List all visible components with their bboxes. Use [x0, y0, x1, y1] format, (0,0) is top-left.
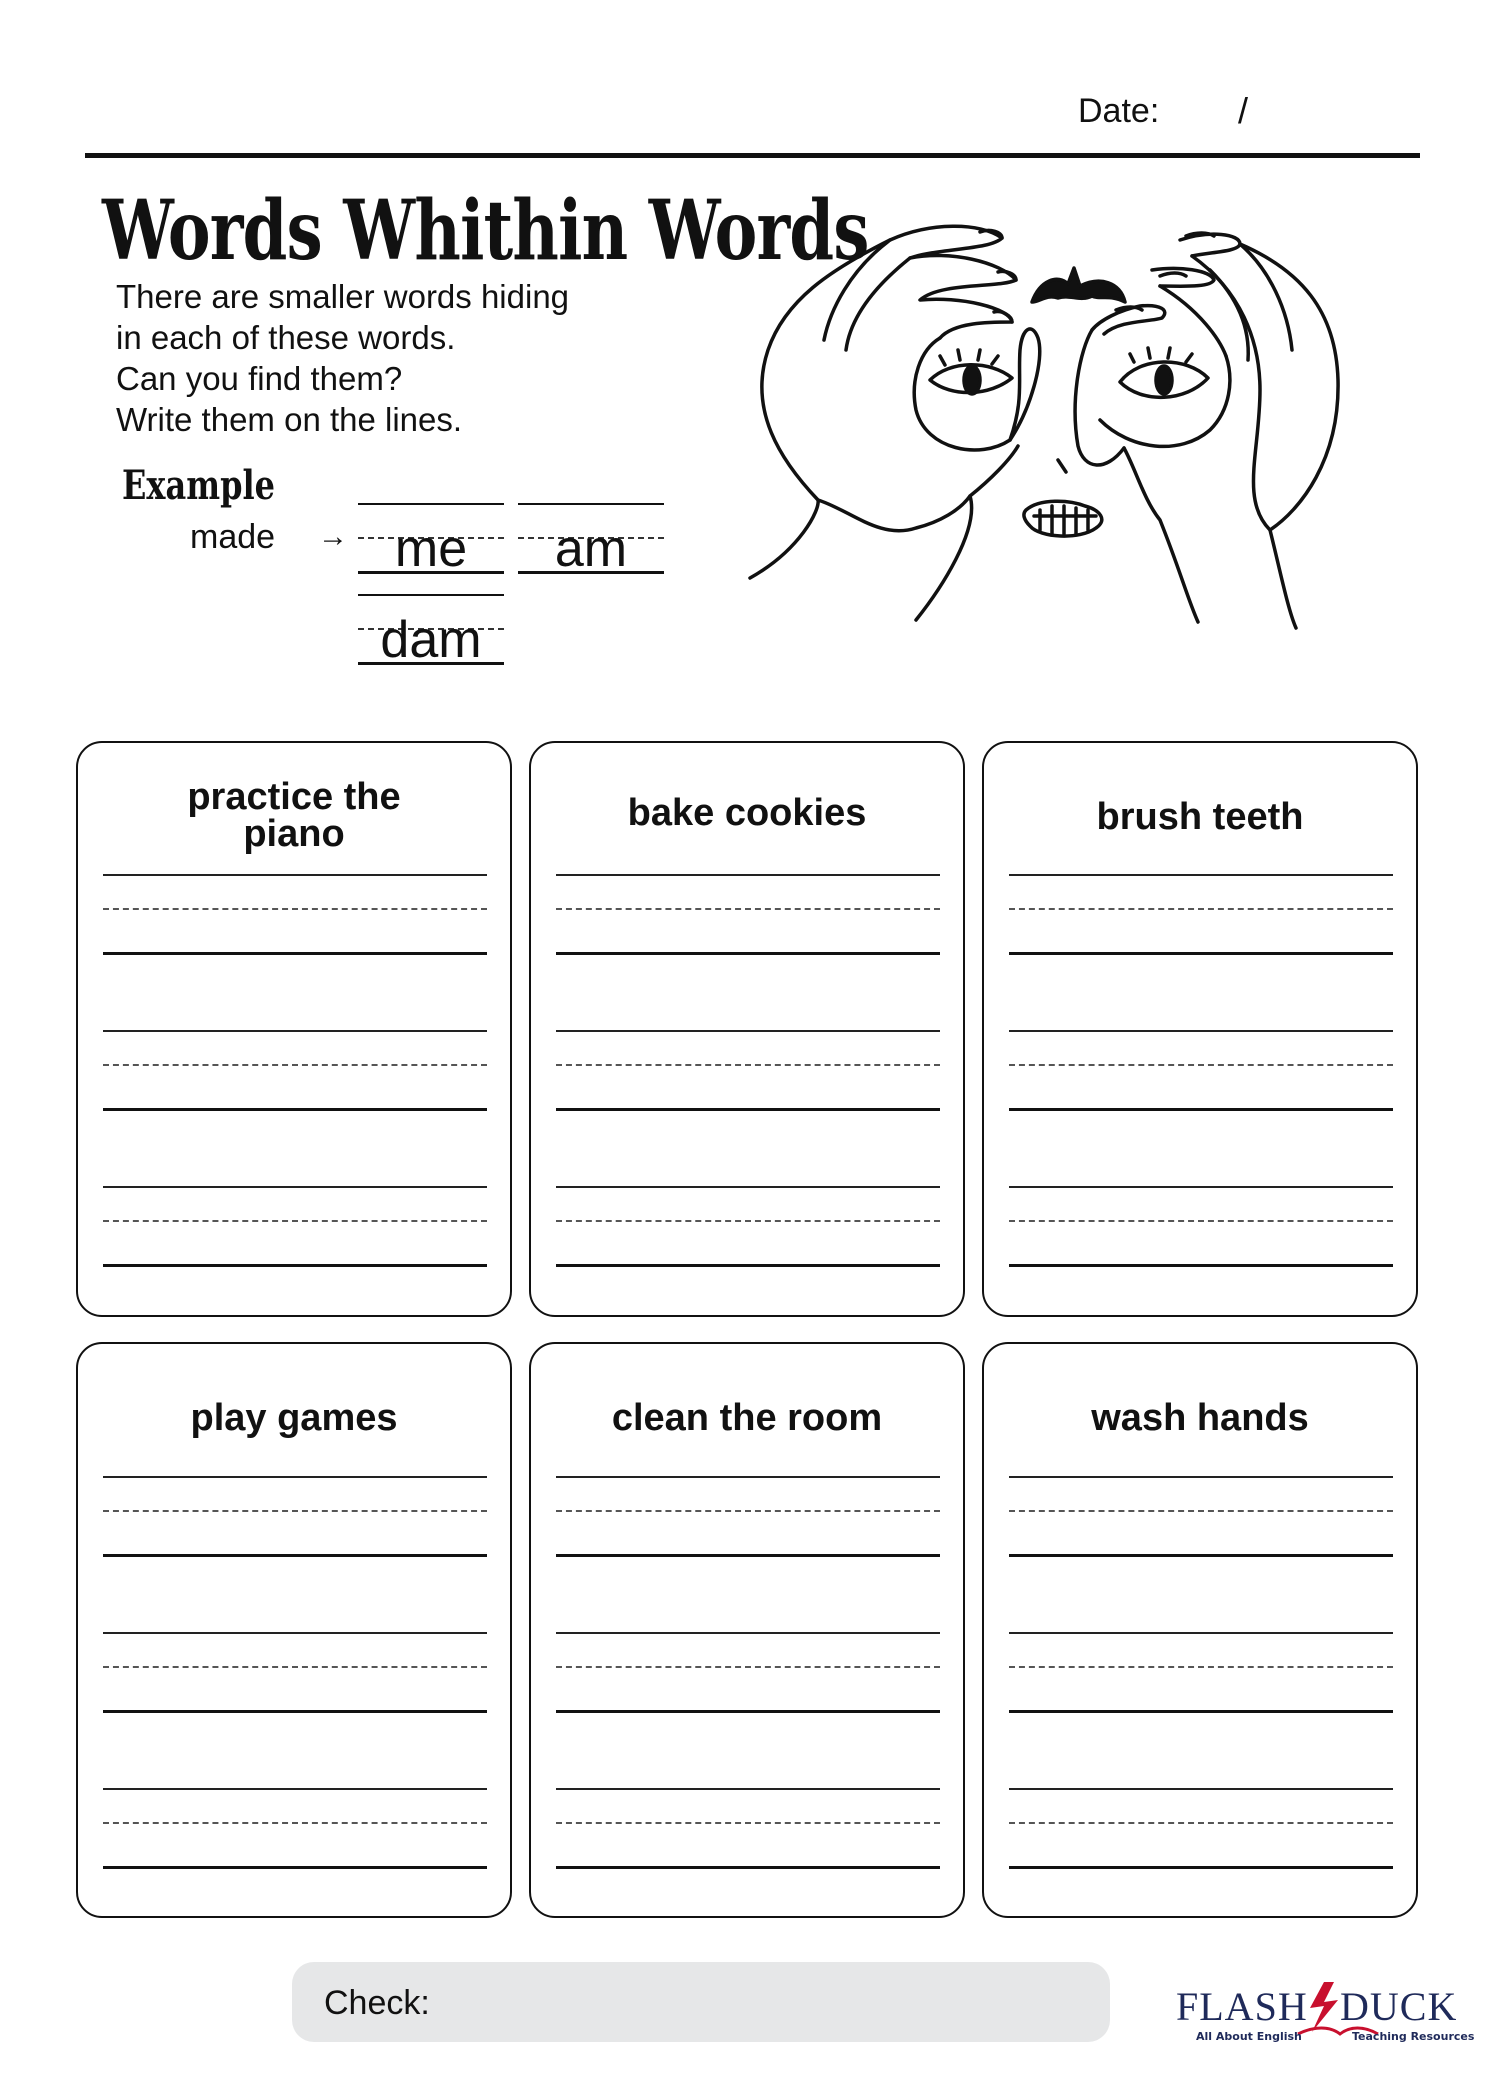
writing-line[interactable] — [103, 1632, 487, 1712]
word-box-title-line: practice the — [187, 776, 401, 818]
page-title: Words Whithin Words — [102, 183, 869, 279]
writing-line[interactable] — [1009, 1788, 1393, 1868]
writing-line[interactable] — [1009, 1186, 1393, 1266]
writing-line[interactable] — [556, 1476, 940, 1556]
word-box-title — [1004, 1397, 1396, 1439]
instruction-line: There are smaller words hiding — [116, 278, 570, 315]
writing-line[interactable] — [103, 1476, 487, 1556]
writing-line[interactable] — [556, 1186, 940, 1266]
example-answer-slot — [358, 503, 504, 578]
instruction-line: Can you find them? — [116, 360, 403, 397]
logo-tagline-right: Teaching Resources — [1352, 2030, 1475, 2043]
example-answer: dam — [380, 611, 482, 669]
writing-line[interactable] — [556, 1788, 940, 1868]
example-answer: me — [394, 520, 468, 578]
word-box — [76, 741, 512, 1317]
word-box — [982, 1342, 1418, 1918]
date-label: Date: — [1078, 92, 1160, 130]
check-label: Check: — [324, 1984, 430, 2022]
word-box-title — [1004, 796, 1396, 838]
word-box-title — [551, 792, 943, 834]
example-answer-slot — [518, 503, 664, 578]
word-box-title-line: bake cookies — [627, 792, 867, 834]
writing-line[interactable] — [103, 874, 487, 954]
arrow-right-icon: → — [318, 520, 348, 553]
writing-line[interactable] — [1009, 1030, 1393, 1110]
check-box[interactable] — [292, 1962, 1110, 2042]
writing-line[interactable] — [103, 1186, 487, 1266]
word-box — [982, 741, 1418, 1317]
word-box-title-line: piano — [243, 813, 345, 855]
writing-line[interactable] — [1009, 874, 1393, 954]
logo-brand-right: DUCK — [1340, 1984, 1458, 2029]
writing-line[interactable] — [556, 1030, 940, 1110]
lightning-bolt-icon — [1310, 1982, 1338, 2032]
logo-brand-left: FLASH — [1176, 1984, 1308, 2029]
instructions — [116, 276, 569, 440]
writing-line[interactable] — [1009, 1632, 1393, 1712]
example-label: Example — [122, 462, 275, 509]
word-box-title-line: clean the room — [611, 1397, 883, 1439]
word-box-title — [98, 776, 490, 855]
date-separator: / — [1238, 90, 1249, 131]
example-word: made — [190, 518, 276, 556]
writing-line[interactable] — [556, 874, 940, 954]
instruction-line: in each of these words. — [116, 319, 456, 356]
word-box — [529, 1342, 965, 1918]
instruction-line: Write them on the lines. — [116, 401, 463, 438]
writing-line[interactable] — [1009, 1476, 1393, 1556]
header-rule — [85, 153, 1420, 158]
face-with-hands-peeking-icon — [740, 210, 1460, 650]
flash-duck-logo — [1174, 1976, 1486, 2046]
word-box — [76, 1342, 512, 1918]
word-box-title-line: brush teeth — [1096, 796, 1304, 838]
writing-line[interactable] — [556, 1632, 940, 1712]
example-answer: am — [554, 520, 628, 578]
word-box-title-line: wash hands — [1091, 1397, 1309, 1439]
example-answer-slot — [358, 594, 504, 669]
word-box-title-line: play games — [190, 1397, 398, 1439]
writing-line[interactable] — [103, 1030, 487, 1110]
writing-line[interactable] — [103, 1788, 487, 1868]
word-box-title — [551, 1397, 943, 1439]
word-box-title — [98, 1397, 490, 1439]
word-box — [529, 741, 965, 1317]
logo-tagline-left: All About English — [1196, 2030, 1302, 2043]
